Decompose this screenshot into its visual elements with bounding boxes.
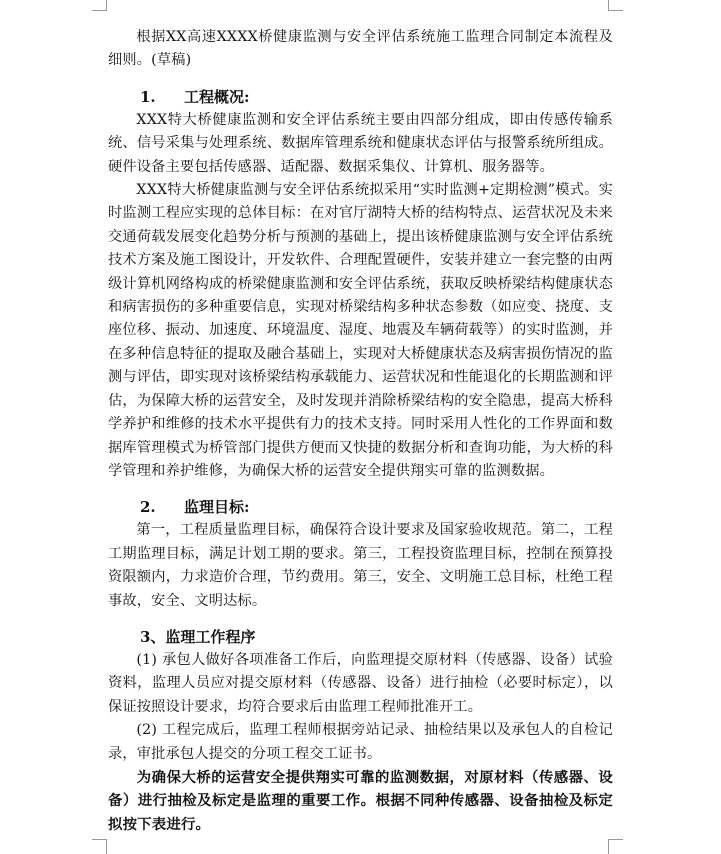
body-paragraph: XXX特大桥健康监测和安全评估系统主要由四部分组成，即由传感传输系统、信号采集与处理系统、数据库管理系统和健康状态评估与报警系统所组成。硬件设备主要包括传感器、适配器、数据采集仪、计算机、服务器等。 bbox=[108, 111, 613, 175]
body-paragraph: XXX特大桥健康监测与安全评估系统拟采用“实时监测+定期检测”模式。实时监测工程应实现的总体目标：在对官厅湖特大桥的结构特点、运营状况及未来交通荷载发展变化趋势分析与预测的基础上，提出该桥健康监测与安全评估系统技术方案及施工图设计，开发软件、合理配置硬件，安装并建立一套完整的由两级计算机网络构成的桥梁健康监测和安全评估系统，获取反映桥梁结构健康状态和病害损伤的多种重要信息，实现对桥梁结构多种状态参数（如应变、挠度、支座位移、振动、加速度、环境温度、湿度、地震及车辆荷载等）的实时监测，并在多种信息特征的提取及融合基础上，实现对大桥健康状态及病害损伤情况的监测与评估，即实现对该桥梁结构承载能力、运营状况和性能退化的长期监测和评估，为保障大桥的运营安全，及时发现并消除桥梁结构的安全隐患，提高大桥科学养护和维修的技术水平提供有力的技术支持。同时采用人性化的工作界面和数据库管理模式为桥管部门提供方便而又快捷的数据分析和查询功能，为大桥的科学管理和养护维修，为确保大桥的运营安全提供翔实可靠的监测数据。 bbox=[108, 182, 613, 479]
margin-corner-mark bbox=[92, 839, 107, 854]
margin-corner-mark bbox=[608, 839, 623, 854]
section-title: 3、监理工作程序 bbox=[140, 627, 256, 646]
body-paragraph: 第一，工程质量监理目标，确保符合设计要求及国家验收规范。第二，工程工期监理目标，满足计划工期的要求。第三，工程投资监理目标，控制在预算投资限额内，力求造价合理，节约费用。第三，安全、文明施工总目标，杜绝工程事故，安全、文明达标。 bbox=[108, 522, 613, 609]
body-paragraph: (1) 承包人做好各项准备工作后，向监理提交原材料（传感器、设备）试验资料，监理人员应对提交原材料（传感器、设备）进行抽检（必要时标定），以保证按照设计要求，均符合要求后由监理工程师批准开工。 bbox=[108, 651, 613, 715]
margin-corner-mark bbox=[608, 0, 623, 11]
document-body[interactable] bbox=[108, 26, 613, 836]
section-title: 工程概况: bbox=[184, 87, 250, 106]
section-heading bbox=[108, 625, 613, 649]
section-number: 2. bbox=[140, 498, 156, 517]
bold-paragraph: 为确保大桥的运营安全提供翔实可靠的监测数据，对原材料（传感器、设备）进行抽检及标定是监理的重要工作。根据不同种传感器、设备抽检及标定拟按下表进行。 bbox=[108, 768, 613, 833]
section-title: 监理目标: bbox=[184, 498, 250, 517]
section-heading bbox=[108, 495, 613, 519]
section-heading bbox=[108, 85, 613, 109]
margin-corner-mark bbox=[92, 0, 107, 11]
section-number: 1. bbox=[140, 87, 156, 106]
intro-paragraph: 根据XX高速XXXX桥健康监测与安全评估系统施工监理合同制定本流程及细则。(草稿) bbox=[108, 29, 613, 69]
body-paragraph: (2) 工程完成后，监理工程师根据旁站记录、抽检结果以及承包人的自检记录，审批承包人提交的分项工程交工证书。 bbox=[108, 722, 613, 762]
